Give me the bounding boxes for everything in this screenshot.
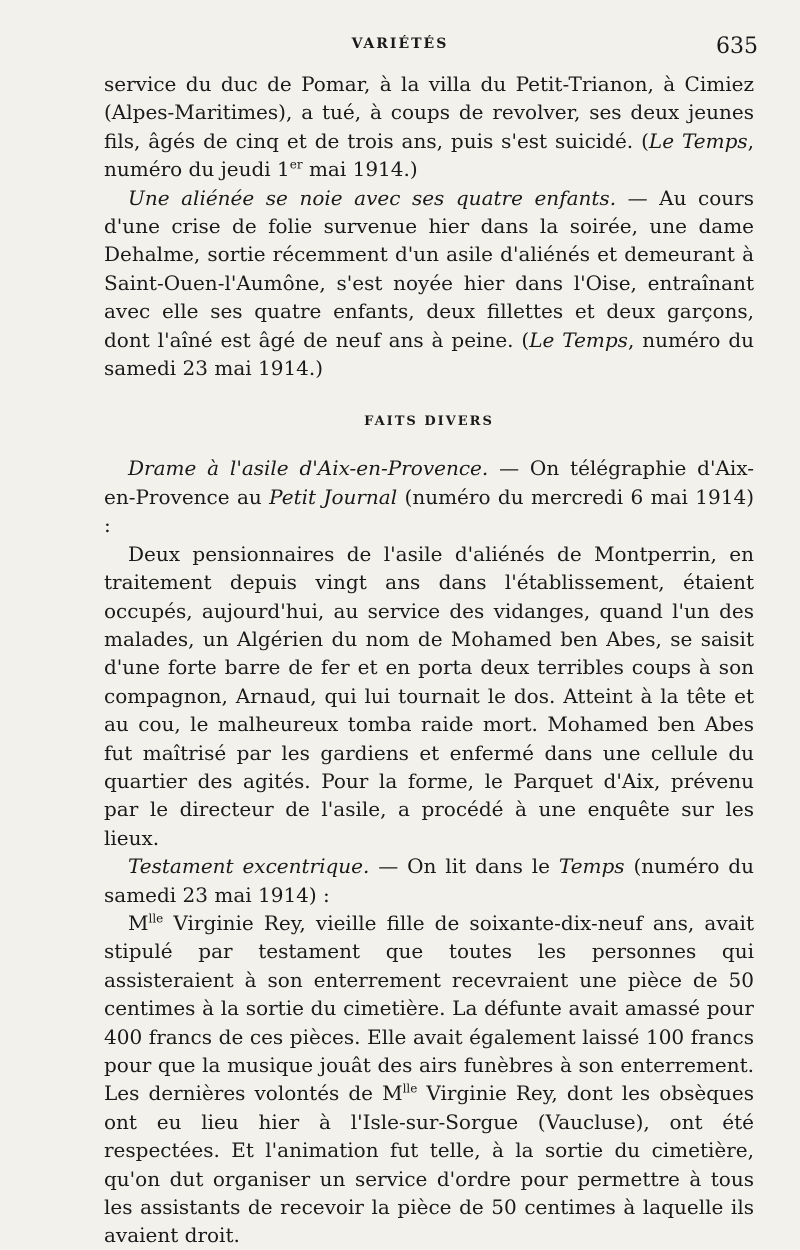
running-head: VARIÉTÉS <box>351 36 449 52</box>
paragraph-drame-intro: Drame à l'asile d'Aix-en-Provence. — On télégraphie d'Aix-en-Provence au Petit Journal (numéro du mercredi 6 mai 1914) : <box>104 456 755 538</box>
source-title: Petit Journal <box>269 484 398 509</box>
page-number: 635 <box>716 34 758 59</box>
source-title: Temps <box>558 854 625 879</box>
paragraph-alienee: Une aliénée se noie avec ses quatre enfants. — Au cours d'une crise de folie survenue hier dans la soirée, une dame Dehalme, sortie récemment d'un asile d'aliénés et demeurant à Saint-Ouen-l'Aumône, s'est noyée hier dans l'Oise, entraînant avec elle ses quatre enfants, deux fillettes et deux garçons, dont l'aîné est âgé de neuf ans à peine. (Le Temps, numéro du samedi 23 mai 1914.) <box>104 185 755 381</box>
article-title: Testament excentrique. <box>128 854 370 879</box>
article-title: Drame à l'asile d'Aix-en-Provence. <box>128 456 489 481</box>
source-title: Le Temps <box>648 128 748 153</box>
paragraph-testament-body: $M^{lle}$ Virginie Rey, vieille fille de soixante-dix-neuf ans, avait stipulé par testament que toutes les personnes qui assisteraient à son enterrement recevraient une pièce de 50 centimes à la sortie du cimetière. La défunte avait amassé pour 400 francs de ces pièces. Elle avait également laissé 100 francs pour que la musique jouât des airs funèbres à son enterrement. Les dernières volontés de $M^{lle}$ Virginie Rey, dont les obsèques ont eu lieu hier à l'Isle-sur-Sorgue (Vaucluse), ont été respectées. Et l'animation fut telle, à la sortie du cimetière, qu'on dut organiser un service d'ordre pour permettre à tous les assistants de recevoir la pièce de 50 centimes à laquelle ils avaient droit. <box>104 910 754 1248</box>
source-title: Le Temps <box>529 327 628 352</box>
article-title: Une aliénée se noie avec ses quatre enfants. <box>128 185 617 210</box>
page-body <box>104 70 754 1250</box>
paragraph-drame-body: Deux pensionnaires de l'asile d'aliénés de Montperrin, en traitement depuis vingt ans dans l'établissement, étaient occupés, aujourd'hui, au service des vidanges, quand l'un des malades, un Algérien du nom de Mohamed ben Abes, se saisit d'une forte barre de fer et en porta deux terribles coups à son compagnon, Arnaud, qui lui tournait le dos. Atteint à la tête et au cou, le malheureux tomba raide mort. Mohamed ben Abes fut maîtrisé par les gardiens et enfermé dans une cellule du quartier des agités. Pour la forme, le Parquet d'Aix, prévenu par le directeur de l'asile, a procédé à une enquête sur les lieux. <box>104 541 754 850</box>
section-title: FAITS DIVERS <box>364 414 494 430</box>
paragraph-testament-intro: Testament excentrique. — On lit dans le Temps (numéro du samedi 23 mai 1914) : <box>104 854 754 907</box>
page-header <box>0 34 800 64</box>
paragraph-pomar: service du duc de Pomar, à la villa du Petit-Trianon, à Cimiez (Alpes-Maritimes), a tué, à coups de revolver, ses deux jeunes fils, âgés de cinq et de trois ans, puis s'est suicidé. (Le Temps, numéro du jeudi 1er mai 1914.) <box>104 72 754 182</box>
